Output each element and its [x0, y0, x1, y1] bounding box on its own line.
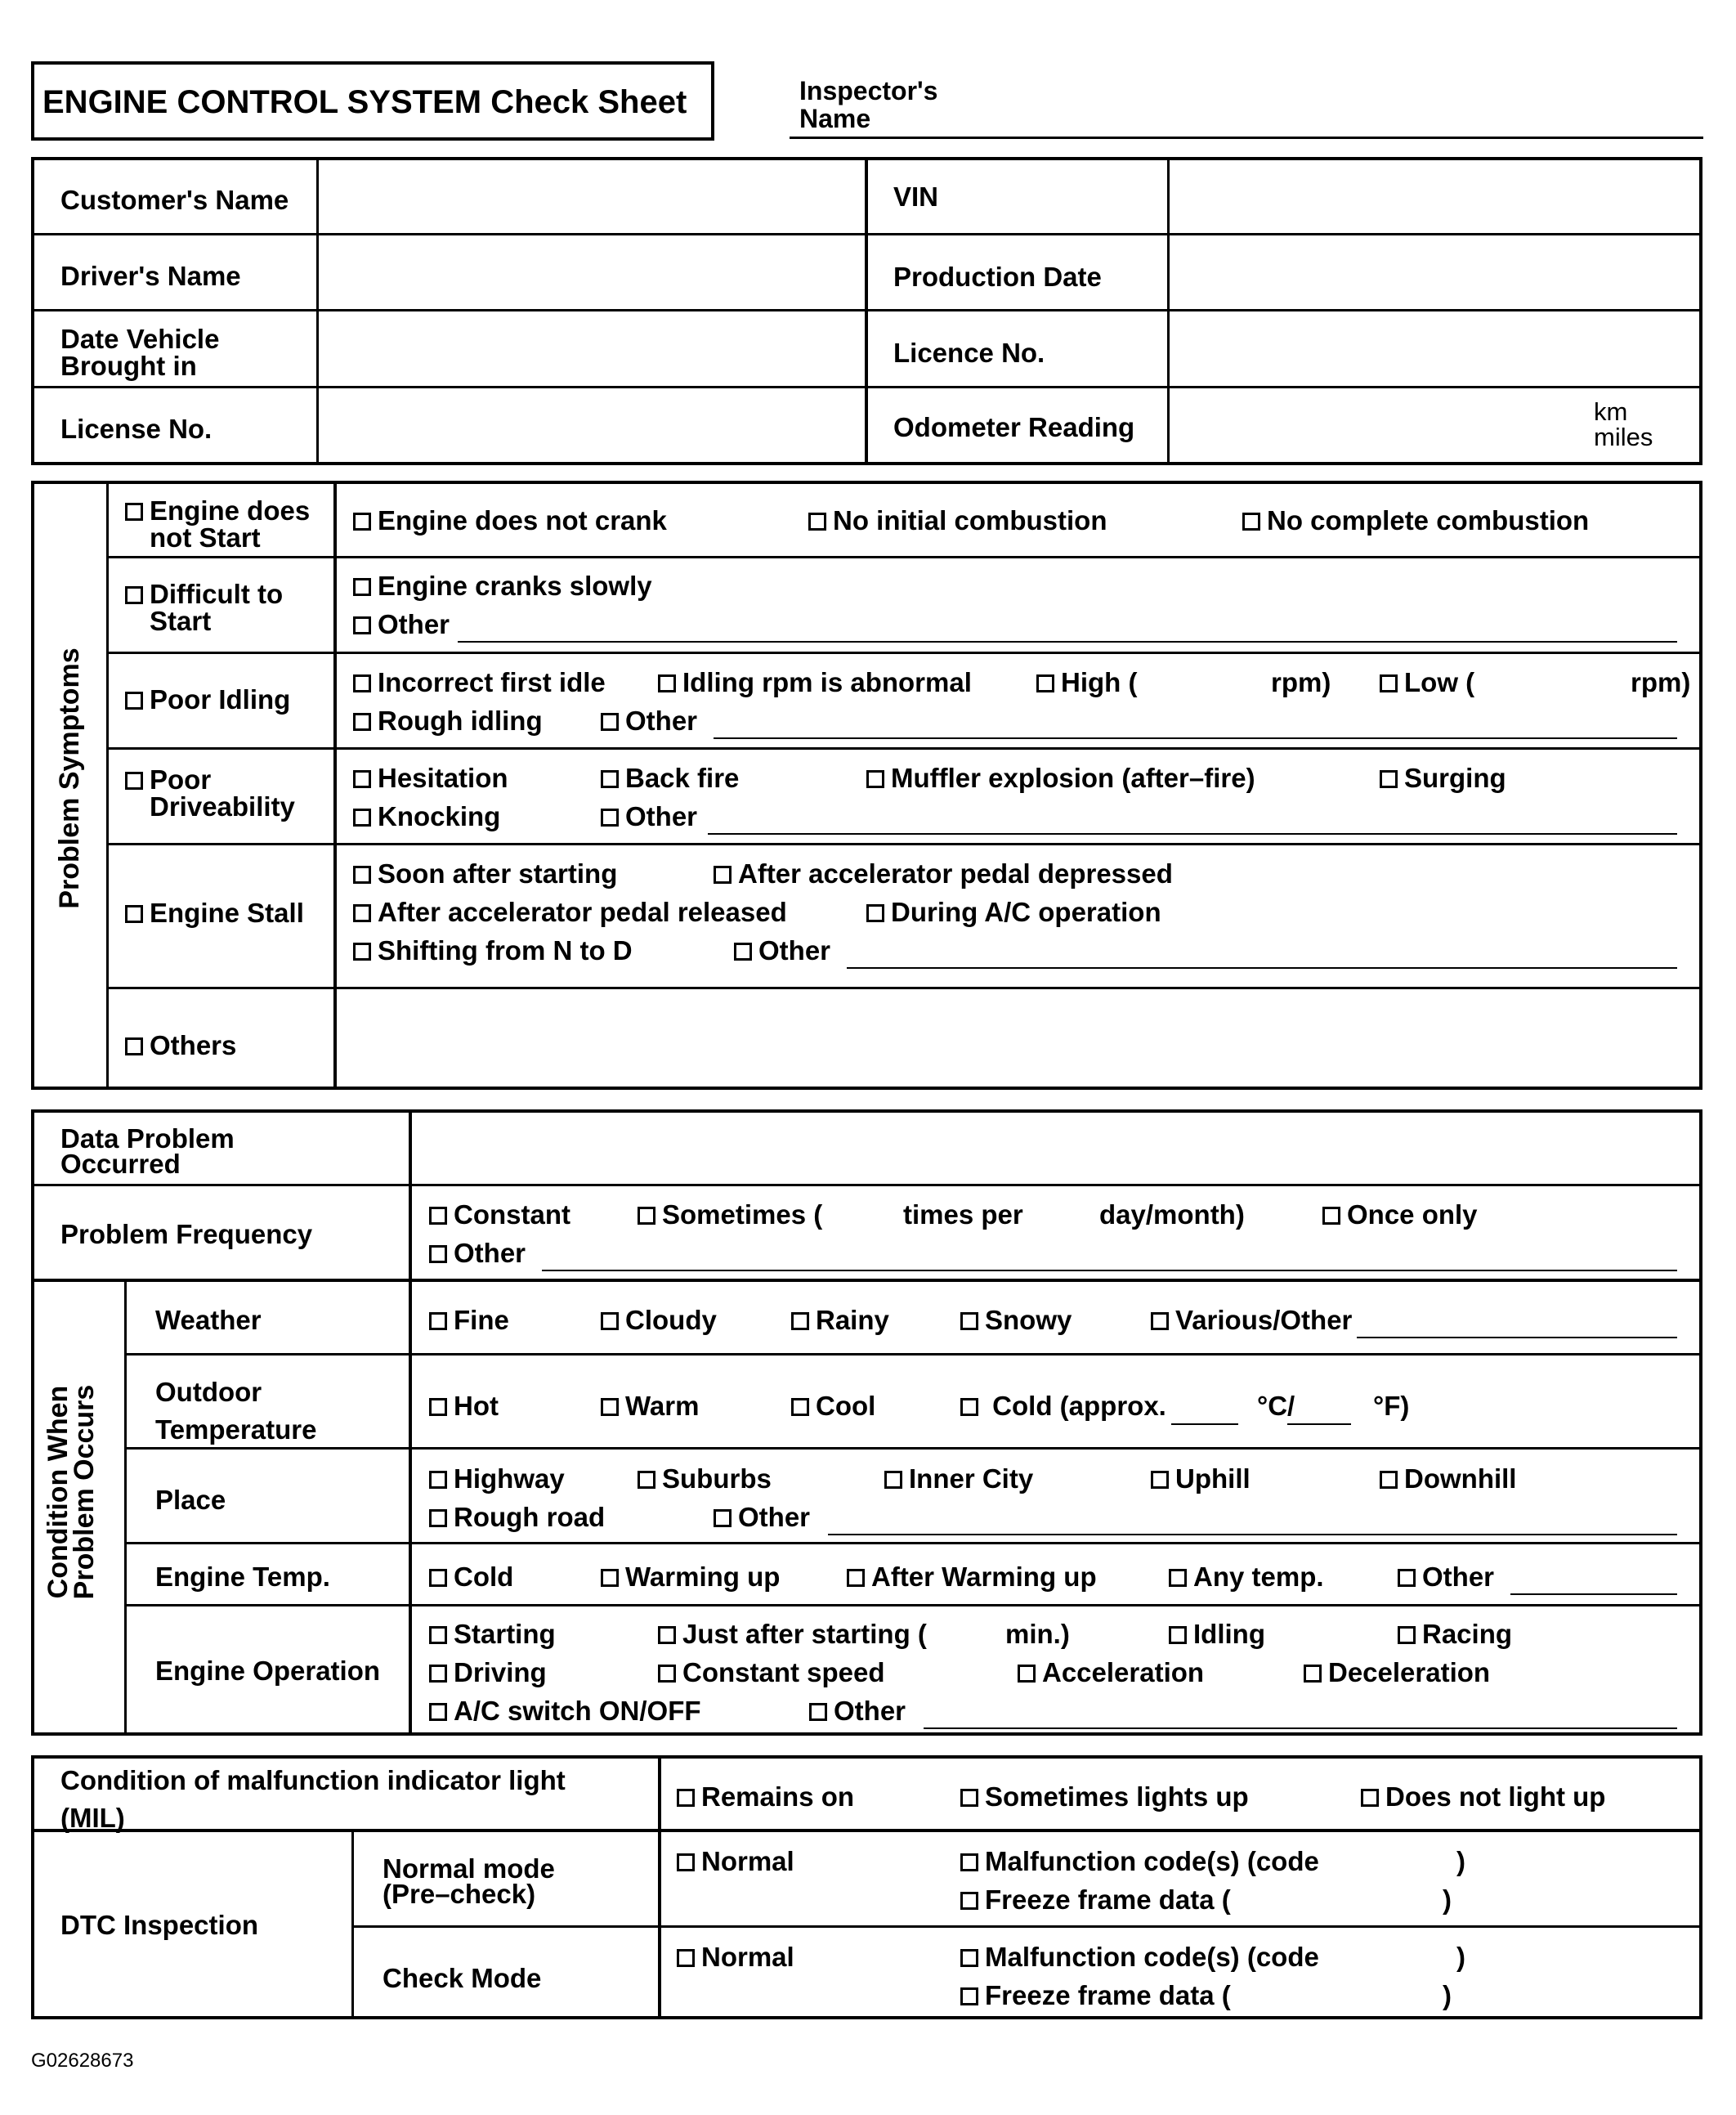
no-complete-combustion-option[interactable]: No complete combustion [1242, 507, 1589, 535]
check-mode-freeze-close: ) [1443, 1980, 1452, 2010]
place-suburbs-option[interactable]: Suburbs [638, 1465, 772, 1494]
poor-idling-other-option[interactable]: Other [601, 707, 697, 736]
poor-driveability-option[interactable]: Poor Driveability [125, 766, 295, 820]
engine-does-not-crank-option[interactable]: Engine does not crank [353, 507, 667, 535]
times-per-label: times per [903, 1199, 1023, 1230]
normal-mode-normal-option[interactable]: Normal [677, 1848, 794, 1876]
temp-warm-option[interactable]: Warm [601, 1392, 699, 1421]
place-highway-option[interactable]: Highway [429, 1465, 565, 1494]
normal-mode-freeze-option[interactable]: Freeze frame data ( [960, 1886, 1231, 1915]
incorrect-first-idle-option[interactable]: Incorrect first idle [353, 669, 606, 697]
muffler-explosion-option[interactable]: Muffler explosion (after–fire) [866, 764, 1255, 793]
op-driving-option[interactable]: Driving [429, 1659, 547, 1687]
surging-option[interactable]: Surging [1380, 764, 1506, 793]
difficult-start-other-line[interactable] [458, 641, 1677, 643]
weather-rainy-option[interactable]: Rainy [791, 1306, 889, 1335]
normal-mode-malfunction-close: ) [1456, 1846, 1465, 1876]
hesitation-option[interactable]: Hesitation [353, 764, 508, 793]
soon-after-starting-option[interactable]: Soon after starting [353, 860, 617, 889]
poor-idling-option[interactable]: Poor Idling [125, 686, 290, 715]
place-label: Place [155, 1485, 226, 1515]
shifting-n-to-d-option[interactable]: Shifting from N to D [353, 937, 633, 966]
production-date-field[interactable] [1171, 236, 1699, 307]
weather-cloudy-option[interactable]: Cloudy [601, 1306, 717, 1335]
op-constant-speed-option[interactable]: Constant speed [658, 1659, 885, 1687]
weather-other-line[interactable] [1357, 1337, 1677, 1338]
mil-remains-on-option[interactable]: Remains on [677, 1783, 854, 1812]
date-brought-in-field[interactable] [320, 312, 861, 383]
license-no-field[interactable] [320, 389, 861, 463]
temp-hot-option[interactable]: Hot [429, 1392, 499, 1421]
min-unit: min.) [1005, 1619, 1070, 1649]
figure-code: G02628673 [31, 2050, 134, 2072]
vin-label: VIN [893, 181, 939, 212]
mil-does-not-light-option[interactable]: Does not light up [1361, 1783, 1605, 1812]
difficult-to-start-option[interactable]: Difficult to Start [125, 580, 283, 634]
km-miles-unit: km miles [1594, 397, 1653, 451]
others-field[interactable] [338, 991, 1699, 1087]
op-idling-option[interactable]: Idling [1169, 1620, 1265, 1649]
normal-mode-freeze-close: ) [1443, 1884, 1452, 1915]
mil-sometimes-option[interactable]: Sometimes lights up [960, 1783, 1249, 1812]
frequency-other-line[interactable] [542, 1270, 1677, 1271]
driveability-other-line[interactable] [708, 833, 1677, 835]
check-mode-malfunction-close: ) [1456, 1942, 1465, 1972]
place-rough-road-option[interactable]: Rough road [429, 1503, 605, 1532]
place-downhill-option[interactable]: Downhill [1380, 1465, 1516, 1494]
engine-cranks-slowly-option[interactable]: Engine cranks slowly [353, 572, 652, 601]
high-rpm-unit: rpm) [1271, 667, 1331, 697]
op-racing-option[interactable]: Racing [1398, 1620, 1512, 1649]
engine-stall-other-line[interactable] [847, 967, 1677, 969]
license-no-label: License No. [60, 414, 213, 444]
temp-celsius-line[interactable] [1171, 1423, 1238, 1425]
frequency-sometimes-option[interactable]: Sometimes ( [638, 1201, 822, 1230]
op-just-after-starting-option[interactable]: Just after starting ( [658, 1620, 927, 1649]
difficult-start-other-option[interactable]: Other [353, 611, 450, 639]
mil-label: Condition of malfunction indicator light (MIL) [60, 1765, 566, 1834]
place-other-line[interactable] [828, 1534, 1677, 1535]
check-mode-freeze-option[interactable]: Freeze frame data ( [960, 1982, 1231, 2010]
check-mode-malfunction-option[interactable]: Malfunction code(s) (code [960, 1943, 1319, 1972]
normal-mode-label: Normal mode (Pre–check) [383, 1853, 555, 1910]
temp-fahrenheit-line[interactable] [1287, 1423, 1351, 1425]
op-acceleration-option[interactable]: Acceleration [1018, 1659, 1204, 1687]
after-pedal-depressed-option[interactable]: After accelerator pedal depressed [714, 860, 1173, 889]
back-fire-option[interactable]: Back fire [601, 764, 739, 793]
after-pedal-released-option[interactable]: After accelerator pedal released [353, 898, 787, 927]
op-deceleration-option[interactable]: Deceleration [1304, 1659, 1490, 1687]
customer-name-field[interactable] [320, 160, 861, 231]
weather-label: Weather [155, 1305, 262, 1335]
data-problem-occurred-field[interactable] [414, 1113, 1699, 1182]
engine-temp-any-option[interactable]: Any temp. [1169, 1563, 1324, 1592]
weather-fine-option[interactable]: Fine [429, 1306, 509, 1335]
place-uphill-option[interactable]: Uphill [1151, 1465, 1251, 1494]
op-starting-option[interactable]: Starting [429, 1620, 556, 1649]
driveability-other-option[interactable]: Other [601, 803, 697, 831]
engine-does-not-start-option[interactable] [125, 497, 310, 551]
engine-does-not-start-label: Engine does not Start [150, 495, 311, 553]
engine-temp-after-warming-option[interactable]: After Warming up [847, 1563, 1097, 1592]
problem-frequency-label: Problem Frequency [60, 1219, 313, 1249]
frequency-constant-option[interactable]: Constant [429, 1201, 570, 1230]
inspector-name-line[interactable] [790, 137, 1703, 139]
others-option[interactable]: Others [125, 1032, 236, 1060]
deg-f-label: °F) [1373, 1391, 1410, 1421]
op-ac-switch-option[interactable]: A/C switch ON/OFF [429, 1697, 701, 1726]
date-brought-in-label: Date Vehicle Brought in [60, 324, 220, 381]
temp-cool-option[interactable]: Cool [791, 1392, 875, 1421]
weather-snowy-option[interactable]: Snowy [960, 1306, 1072, 1335]
licence-no-field[interactable] [1171, 312, 1699, 383]
data-problem-occurred-label: Data Problem Occurred [60, 1123, 235, 1180]
odometer-field[interactable] [1171, 389, 1580, 463]
drivers-name-label: Driver's Name [60, 261, 241, 291]
rough-idling-option[interactable]: Rough idling [353, 707, 543, 736]
check-mode-normal-option[interactable]: Normal [677, 1943, 794, 1972]
low-rpm-option[interactable]: Low ( [1380, 669, 1474, 697]
no-initial-combustion-option[interactable]: No initial combustion [808, 507, 1107, 535]
engine-temp-other-line[interactable] [1510, 1593, 1677, 1595]
frequency-once-only-option[interactable]: Once only [1322, 1201, 1478, 1230]
op-other-option[interactable]: Other [809, 1697, 906, 1726]
inspector-label: Inspector's Name [799, 76, 938, 133]
engine-temp-cold-option[interactable]: Cold [429, 1563, 513, 1592]
low-rpm-unit: rpm) [1631, 667, 1691, 697]
problem-symptoms-side-label: Problem Symptoms [54, 647, 85, 909]
poor-idling-other-line[interactable] [714, 737, 1677, 739]
frequency-other-option[interactable]: Other [429, 1239, 526, 1268]
engine-temp-label: Engine Temp. [155, 1562, 330, 1592]
normal-mode-malfunction-option[interactable]: Malfunction code(s) (code [960, 1848, 1319, 1876]
odometer-label: Odometer Reading [893, 412, 1135, 442]
high-rpm-option[interactable]: High ( [1036, 669, 1137, 697]
engine-stall-option[interactable]: Engine Stall [125, 899, 304, 928]
check-mode-label: Check Mode [383, 1963, 542, 1993]
engine-operation-label: Engine Operation [155, 1656, 381, 1686]
production-date-label: Production Date [893, 262, 1102, 292]
op-other-line[interactable] [924, 1727, 1677, 1729]
vin-field[interactable] [1171, 160, 1699, 231]
place-inner-city-option[interactable]: Inner City [884, 1465, 1033, 1494]
knocking-option[interactable]: Knocking [353, 803, 500, 831]
temp-cold-option[interactable]: Cold (approx. [960, 1392, 1166, 1421]
dtc-inspection-label: DTC Inspection [60, 1910, 259, 1940]
drivers-name-field[interactable] [320, 236, 861, 307]
idling-rpm-abnormal-option[interactable]: Idling rpm is abnormal [658, 669, 972, 697]
deg-c-label: °C/ [1257, 1391, 1295, 1421]
licence-no-label: Licence No. [893, 338, 1045, 368]
weather-various-option[interactable]: Various/Other [1151, 1306, 1352, 1335]
place-other-option[interactable]: Other [714, 1503, 810, 1532]
customer-name-label: Customer's Name [60, 185, 289, 215]
engine-stall-other-option[interactable]: Other [734, 937, 830, 966]
outdoor-temperature-label: Outdoor Temperature [155, 1377, 317, 1445]
engine-temp-other-option[interactable]: Other [1398, 1563, 1494, 1592]
during-ac-operation-option[interactable]: During A/C operation [866, 898, 1161, 927]
day-month-label: day/month) [1099, 1199, 1245, 1230]
page-title: ENGINE CONTROL SYSTEM Check Sheet [43, 84, 687, 120]
engine-temp-warming-up-option[interactable]: Warming up [601, 1563, 780, 1592]
conditions-side-label: Condition When Problem Occurs [43, 1384, 101, 1600]
